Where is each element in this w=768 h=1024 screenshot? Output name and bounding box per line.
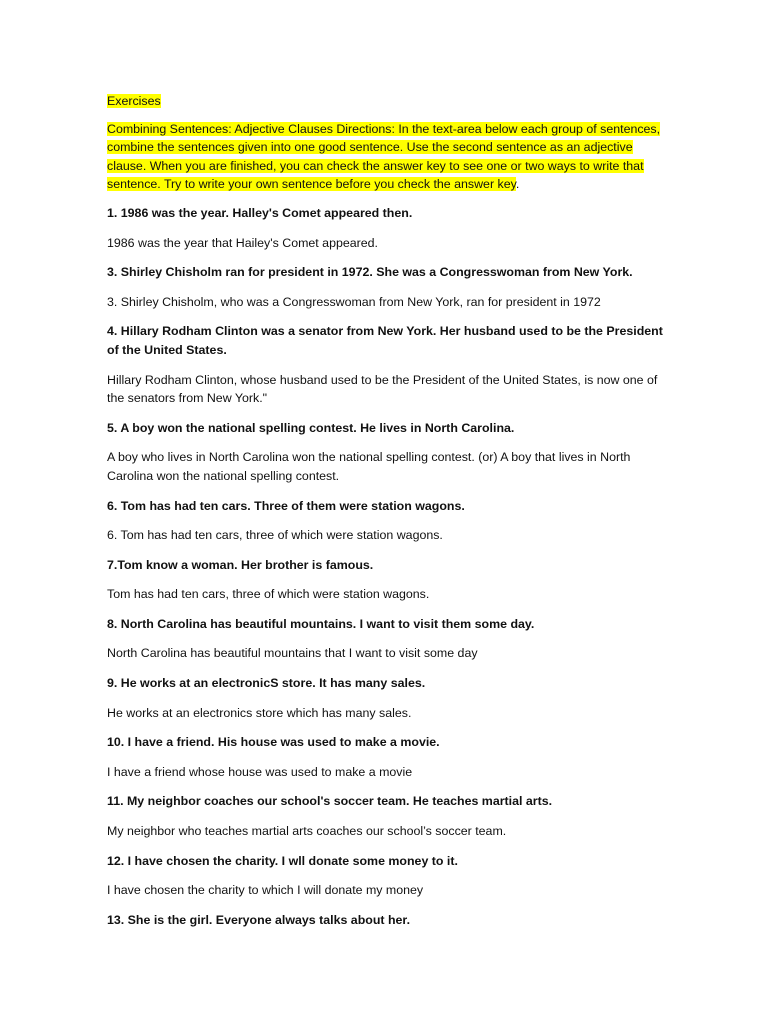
answer-4: Hillary Rodham Clinton, whose husband used to be the President of the United States, is now one of the senators from New York." [107,372,658,406]
question-5: 5. A boy won the national spelling contest. He lives in North Carolina. [107,420,515,435]
answer-3: 3. Shirley Chisholm, who was a Congresswoman from New York, ran for president in 1972 [107,294,601,309]
directions-paragraph [107,120,663,194]
answer-9: He works at an electronics store which has many sales. [107,705,412,720]
question-10: 10. I have a friend. His house was used to make a movie. [107,735,440,750]
question-3: 3. Shirley Chisholm ran for president in 1972. She was a Congresswoman from New York. [107,265,633,280]
directions-highlight: Combining Sentences: Adjective Clauses Directions: In the text-area below each group of sentences, combine the sentences given into one good sentence. Use the second sentence as an adjective clause. When you are finished, you can check the answer key to see one or two ways to write that sentence. Try to write your own sentence before you check the answer key [107,121,661,192]
answer-12: I have chosen the charity to which I will donate my money [107,883,424,898]
heading-highlight: Exercises [107,94,161,108]
question-8: 8. North Carolina has beautiful mountains. I want to visit them some day. [107,616,535,631]
answer-8: North Carolina has beautiful mountains that I want to visit some day [107,646,478,661]
answer-6: 6. Tom has had ten cars, three of which were station wagons. [107,528,443,543]
question-13: 13. She is the girl. Everyone always talks about her. [107,912,411,927]
question-9: 9. He works at an electronicS store. It has many sales. [107,676,426,691]
question-7: 7.Tom know a woman. Her brother is famous. [107,557,374,572]
question-11: 11. My neighbor coaches our school's soccer team. He teaches martial arts. [107,794,553,809]
answer-5: A boy who lives in North Carolina won the national spelling contest. (or) A boy that lives in North Carolina won the national spelling contest. [107,450,631,483]
answer-10: I have a friend whose house was used to make a movie [107,764,413,779]
answer-1: 1986 was the year that Hailey's Comet appeared. [107,235,378,250]
exercises-heading [107,92,663,111]
answer-7: Tom has had ten cars, three of which were station wagons. [107,587,430,602]
document-page [107,92,663,940]
directions-period: . [515,177,520,192]
answer-11: My neighbor who teaches martial arts coaches our school’s soccer team. [107,824,507,839]
question-1: 1. 1986 was the year. Halley's Comet appeared then. [107,205,413,220]
question-12: 12. I have chosen the charity. I wll donate some money to it. [107,853,458,868]
question-4: 4. Hillary Rodham Clinton was a senator from New York. Her husband used to be the President of the United States. [107,324,663,357]
question-6: 6. Tom has had ten cars. Three of them were station wagons. [107,498,465,513]
